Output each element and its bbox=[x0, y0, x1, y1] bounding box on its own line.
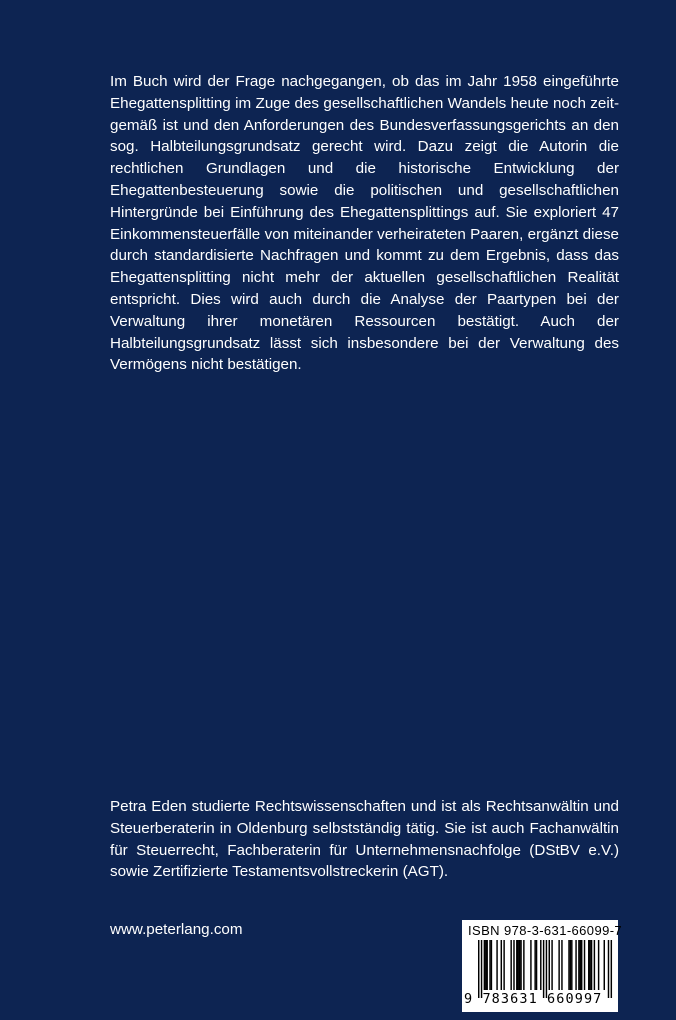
barcode-bar-25 bbox=[558, 940, 559, 990]
barcode-bar-23 bbox=[549, 940, 550, 990]
barcode-bar-13 bbox=[517, 940, 518, 990]
barcode-bar-37 bbox=[591, 940, 592, 990]
barcode-bar-17 bbox=[530, 940, 531, 990]
barcode-bar-35 bbox=[588, 940, 589, 990]
barcode-bar-28 bbox=[570, 940, 571, 990]
barcode-bar-27 bbox=[568, 940, 569, 990]
barcode-bar-29 bbox=[571, 940, 572, 990]
barcode-bar-24 bbox=[551, 940, 552, 990]
barcode-icon bbox=[468, 940, 614, 998]
isbn-label: ISBN 978-3-631-66099-7 bbox=[468, 923, 623, 938]
barcode-bar-33 bbox=[581, 940, 582, 990]
barcode-bar-15 bbox=[520, 940, 521, 990]
author-bio: Petra Eden studierte Rechtswissenschaften und ist als Rechtsanwältin und Steuerberaterin in Oldenburg selbstständig tätig. Sie ist auch Fachanwältin für Steuerrecht, Fachberaterin für Unternehmensnachfolge (DStBV e.V.) sowie Zertifizierte Testamentsvollstreckerin (AGT). bbox=[110, 798, 619, 881]
barcode-bar-31 bbox=[578, 940, 579, 990]
isbn-barcode-box bbox=[462, 920, 623, 1012]
barcode-bar-38 bbox=[594, 940, 595, 990]
barcode-digits: 9 783631 660997 bbox=[464, 991, 603, 1007]
barcode-bar-21 bbox=[543, 940, 544, 998]
book-description: Im Buch wird der Frage nachgegangen, ob das im Jahr 1958 eingeführte Ehegattensplitting im Zuge des gesellschaftlichen Wandels heute noch zeitgemäß ist und den Anforderungen des Bundesverfassungsgerichts an den sog. Halbteilungsgrundsatz gerecht wird. Dazu zeigt die Autorin die rechtlichen Grundlagen und die historische Entwicklung der Ehegattenbesteuerung sowie die politischen und gesellschaftlichen Hintergründe bei Einführung des Ehegattensplittings auf. Sie exploriert 47 Einkommensteuerfälle von miteinander verheirateten Paaren, ergänzt diese durch standardisierte Nachfragen und kommt zu dem Ergebnis, dass das Ehegattensplitting nicht mehr der aktuellen gesellschaftlichen Realität entspricht. Dies wird auch durch die Analyse der Paartypen bei der Verwaltung ihrer monetären Ressourcen bestätigt. Auch der Halbteilungsgrundsatz lässt sich insbesondere bei der Verwaltung des Vermögens nicht bestätigen. bbox=[110, 73, 619, 374]
barcode-bar-10 bbox=[510, 940, 511, 990]
barcode-bar-14 bbox=[519, 940, 520, 990]
barcode-bar-36 bbox=[589, 940, 590, 990]
barcode-bar-7 bbox=[496, 940, 497, 990]
barcode-bar-34 bbox=[584, 940, 585, 990]
barcode-bar-40 bbox=[604, 940, 605, 990]
barcode-bar-39 bbox=[598, 940, 599, 990]
barcode-bar-4 bbox=[486, 940, 487, 990]
barcode-bar-11 bbox=[513, 940, 514, 990]
barcode-bar-30 bbox=[575, 940, 576, 990]
publisher-url[interactable]: www.peterlang.com bbox=[110, 921, 243, 938]
barcode-bar-12 bbox=[516, 940, 517, 990]
barcode-bar-32 bbox=[580, 940, 581, 990]
barcode-bar-5 bbox=[489, 940, 490, 990]
barcode-bar-22 bbox=[546, 940, 547, 998]
barcode-bar-2 bbox=[484, 940, 485, 990]
barcode-bar-26 bbox=[561, 940, 562, 990]
barcode-bar-16 bbox=[523, 940, 524, 990]
barcode-bar-9 bbox=[503, 940, 504, 990]
barcode-bar-19 bbox=[536, 940, 537, 990]
barcode-bar-6 bbox=[491, 940, 492, 990]
barcode-bar-42 bbox=[611, 940, 612, 998]
barcode-bar-0 bbox=[478, 940, 479, 998]
barcode-bar-3 bbox=[485, 940, 486, 990]
barcode-bar-1 bbox=[481, 940, 482, 998]
barcode-bar-41 bbox=[608, 940, 609, 998]
barcode-bar-18 bbox=[534, 940, 535, 990]
barcode-bar-8 bbox=[501, 940, 502, 990]
barcode-bar-20 bbox=[540, 940, 541, 990]
